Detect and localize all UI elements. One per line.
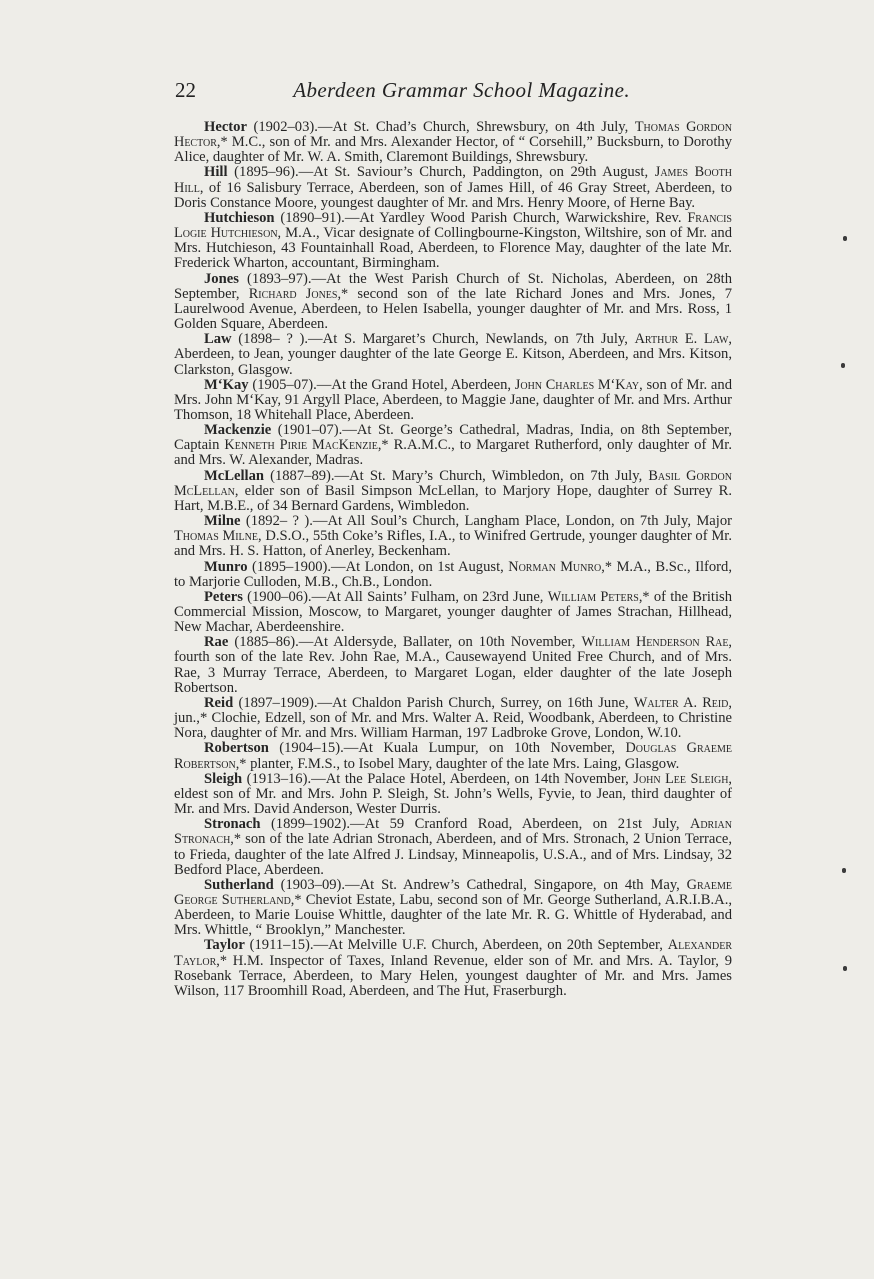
entry-surname: Jones <box>204 270 239 287</box>
entry-details: D.S.O., 55th Coke’s Rifles, I.A., to Winifred Gertrude, younger daughter of Mr. and Mrs. H. S. Hatton, of Anerley, Beckenham. <box>174 528 732 560</box>
entry-groom-name: Norman Munro,* <box>508 558 612 575</box>
entry-surname: Taylor <box>204 937 245 954</box>
marriage-notices <box>174 120 732 999</box>
entry-surname: Hutchieson <box>204 209 275 226</box>
entry-date-place: (1895–96).—At St. Saviour’s Church, Paddington, on 29th August, <box>227 164 655 181</box>
entry-groom-name: Francis Logie Hutchieson, <box>174 209 732 242</box>
entry-details: elder son of Basil Simpson McLellan, to Marjory Hope, daughter of Surrey R. Hart, M.B.E., of 34 Bernard Gardens, Wimbledon. <box>174 482 732 514</box>
entry-date-place: (1905–07).—At the Grand Hotel, Aberdeen, <box>248 376 515 393</box>
marriage-entry <box>174 332 732 377</box>
marriage-entry <box>174 696 732 741</box>
entry-surname: Milne <box>204 513 241 530</box>
entry-details: son of the late Adrian Stronach, Aberdeen, and of Mrs. Stronach, 2 Union Terrace, to Frieda, daughter of the late Alfred J. Lindsay, Minneapolis, U.S.A., and of Mrs. Lindsay, 32 Bedford Place, Aberdeen. <box>174 831 732 878</box>
entry-surname: Law <box>204 331 232 348</box>
entry-details: M.A., B.Sc., Ilford, to Marjorie Culloden, M.B., Ch.B., London. <box>174 558 732 590</box>
entry-surname: McLellan <box>204 467 264 484</box>
marriage-entry <box>174 635 732 696</box>
marriage-entry <box>174 590 732 635</box>
entry-groom-name: Thomas Milne, <box>174 528 262 545</box>
entry-groom-name: Kenneth Pirie MacKenzie,* <box>224 437 389 454</box>
marriage-entry <box>174 378 732 423</box>
marriage-entry <box>174 938 732 999</box>
entry-details: H.M. Inspector of Taxes, Inland Revenue, elder son of Mr. and Mrs. A. Taylor, 9 Rosebank Terrace, Aberdeen, to Mary Helen, youngest daughter of Mr. and Mrs. James Wilson, 117 Broomhill Road, Aberdeen, and The Hut, Fraserburgh. <box>174 952 732 999</box>
entry-date-place: (1900–06).—At All Saints’ Fulham, on 23rd June, <box>242 588 548 605</box>
entry-groom-name: James Booth Hill, <box>174 164 732 196</box>
entry-details: son of Mr. and Mrs. John M‘Kay, 91 Argyll Place, Aberdeen, to Maggie Jane, daughter of Mr. and Mrs. Arthur Thomson, 18 Whitehall Place, Aberdeen. <box>174 376 732 423</box>
entry-surname: M‘Kay <box>204 376 249 393</box>
entry-date-place: (1892– ? ).—At All Soul’s Church, Langham Place, London, on 7th July, Major <box>240 513 732 530</box>
entry-groom-name: Douglas Graeme Robertson,* <box>174 740 732 772</box>
entry-details: planter, F.M.S., to Isobel Mary, daughter of the late Mrs. Laing, Glasgow. <box>246 755 680 772</box>
marriage-entry <box>174 423 732 468</box>
marriage-entry <box>174 878 732 939</box>
entry-groom-name: John Charles M‘Kay, <box>514 376 643 393</box>
entry-surname: Robertson <box>204 740 269 757</box>
marriage-entry <box>174 211 732 272</box>
entry-details: jun.,* Clochie, Edzell, son of Mr. and Mrs. Walter A. Reid, Woodbank, Aberdeen, to Christine Nora, daughter of Mr. and Mrs. William Harman, 197 Ladbroke Grove, London, W.10. <box>174 710 732 742</box>
entry-date-place: (1899–1902).—At 59 Cranford Road, Aberdeen, on 21st July, <box>260 816 690 833</box>
entry-date-place: (1887–89).—At St. Mary’s Church, Wimbledon, on 7th July, <box>264 467 649 484</box>
entry-details: M.C., son of Mr. and Mrs. Alexander Hector, of “ Corsehill,” Bucksburn, to Dorothy Alice, daughter of Mr. W. A. Smith, Claremont Buildings, Shrewsbury. <box>174 134 732 166</box>
marriage-entry <box>174 272 732 333</box>
entry-date-place: (1898– ? ).—At S. Margaret’s Church, Newlands, on 7th July, <box>231 331 635 348</box>
entry-groom-name: Arthur E. Law, <box>634 331 732 348</box>
entry-details: fourth son of the late Rev. John Rae, M.A., Causewayend United Free Church, and of Mrs. Rae, 3 Murray Terrace, Aberdeen, to Margaret Logan, elder daughter of the late Joseph Robertson. <box>174 649 732 696</box>
entry-surname: Sleigh <box>204 770 243 787</box>
entry-date-place: (1901–07).—At St. George’s Cathedral, Madras, India, on 8th September, Captain <box>174 422 732 454</box>
entry-surname: Mackenzie <box>204 422 272 439</box>
entry-date-place: (1904–15).—At Kuala Lumpur, on 10th November, <box>268 740 626 757</box>
marriage-entry <box>174 560 732 590</box>
entry-details: of the British Commercial Mission, Moscow, to Margaret, younger daughter of James Strachan, Hillhead, New Machar, Aberdeenshire. <box>174 588 733 636</box>
entry-details: eldest son of Mr. and Mrs. John P. Sleigh, St. John’s Wells, Fyvie, to Jean, third daughter of Mr. and Mrs. David Anderson, Wester Durris. <box>174 785 732 818</box>
entry-surname: Rae <box>204 634 229 651</box>
entry-date-place: (1902–03).—At St. Chad’s Church, Shrewsbury, on 4th July, <box>246 119 635 135</box>
marriage-entry <box>174 741 732 771</box>
entry-groom-name: Graeme George Sutherland,* <box>174 876 732 908</box>
marriage-entry <box>174 514 732 559</box>
binding-hole-mark <box>843 966 847 971</box>
entry-details: of 16 Salisbury Terrace, Aberdeen, son of James Hill, of 46 Gray Street, Aberdeen, to Doris Constance Moore, youngest daughter of Mr. and Mrs. Henry Moore, of Herne Bay. <box>174 179 732 211</box>
entry-groom-name: Basil Gordon McLellan, <box>174 467 732 499</box>
entry-groom-name: William Henderson Rae, <box>581 634 733 651</box>
marriage-entry <box>174 469 732 514</box>
entry-surname: Sutherland <box>204 876 274 893</box>
entry-date-place: (1895–1900).—At London, on 1st August, <box>247 558 509 575</box>
entry-date-place: (1913–16).—At the Palace Hotel, Aberdeen, on 14th November, <box>242 770 634 787</box>
entry-surname: Peters <box>204 588 243 605</box>
page-number: 22 <box>175 78 196 102</box>
entry-surname: Hector <box>204 119 247 135</box>
entry-date-place: (1890–91).—At Yardley Wood Parish Church, Warwickshire, Rev. <box>274 209 688 226</box>
running-header <box>175 78 630 106</box>
marriage-entry <box>174 165 732 210</box>
entry-details: second son of the late Richard Jones and Mrs. Jones, 7 Laurelwood Avenue, Aberdeen, to Helen Isabella, younger daughter of Mr. and Mrs. Ross, 1 Golden Square, Aberdeen. <box>174 285 733 333</box>
marriage-entry <box>174 120 732 165</box>
entry-date-place: (1903–09).—At St. Andrew’s Cathedral, Singapore, on 4th May, <box>273 876 687 893</box>
entry-groom-name: Adrian Stronach,* <box>174 816 732 848</box>
entry-groom-name: Alexander Taylor,* <box>174 937 732 969</box>
entry-details: M.A., Vicar designate of Collingbourne-Kingston, Wiltshire, son of Mr. and Mrs. Hutchieson, 43 Fountainhall Road, Aberdeen, to Florence May, daughter of the late Mr. Frederick Wharton, accountant, Birmingham. <box>174 225 732 272</box>
entry-date-place: (1885–86).—At Aldersyde, Ballater, on 10th November, <box>228 634 582 651</box>
entry-details: R.A.M.C., to Margaret Rutherford, only daughter of Mr. and Mrs. W. Alexander, Madras. <box>174 437 733 469</box>
entry-surname: Hill <box>204 164 228 181</box>
binding-hole-mark <box>841 363 845 368</box>
binding-hole-mark <box>842 868 846 873</box>
entry-groom-name: John Lee Sleigh, <box>633 770 733 787</box>
entry-surname: Munro <box>204 558 248 575</box>
journal-title: Aberdeen Grammar School Magazine. <box>293 78 630 102</box>
entry-surname: Stronach <box>204 816 261 833</box>
marriage-entry <box>174 817 732 878</box>
entry-details: Aberdeen, to Jean, younger daughter of the late George E. Kitson, Aberdeen, and Mrs. Kitson, Clarkston, Glasgow. <box>174 346 732 378</box>
marriage-entry <box>174 772 732 817</box>
entry-groom-name: Walter A. Reid, <box>633 694 732 711</box>
entry-groom-name: Richard Jones,* <box>248 285 349 302</box>
entry-groom-name: Thomas Gordon Hector,* <box>174 119 732 151</box>
entry-details: Cheviot Estate, Labu, second son of Mr. George Sutherland, A.R.I.B.A., Aberdeen, to Marie Louise Whittle, daughter of the late Mr. R. G. Whittle of Hyderabad, and Mrs. Whittle, “ Brooklyn,” Manchester. <box>174 891 732 939</box>
entry-surname: Reid <box>204 694 234 711</box>
binding-hole-mark <box>843 236 847 241</box>
entry-date-place: (1893–97).—At the West Parish Church of St. Nicholas, Aberdeen, on 28th September, <box>174 270 732 302</box>
entry-groom-name: William Peters,* <box>547 588 650 605</box>
entry-date-place: (1897–1909).—At Chaldon Parish Church, Surrey, on 16th June, <box>233 694 634 711</box>
entry-date-place: (1911–15).—At Melville U.F. Church, Aberdeen, on 20th September, <box>244 937 668 954</box>
